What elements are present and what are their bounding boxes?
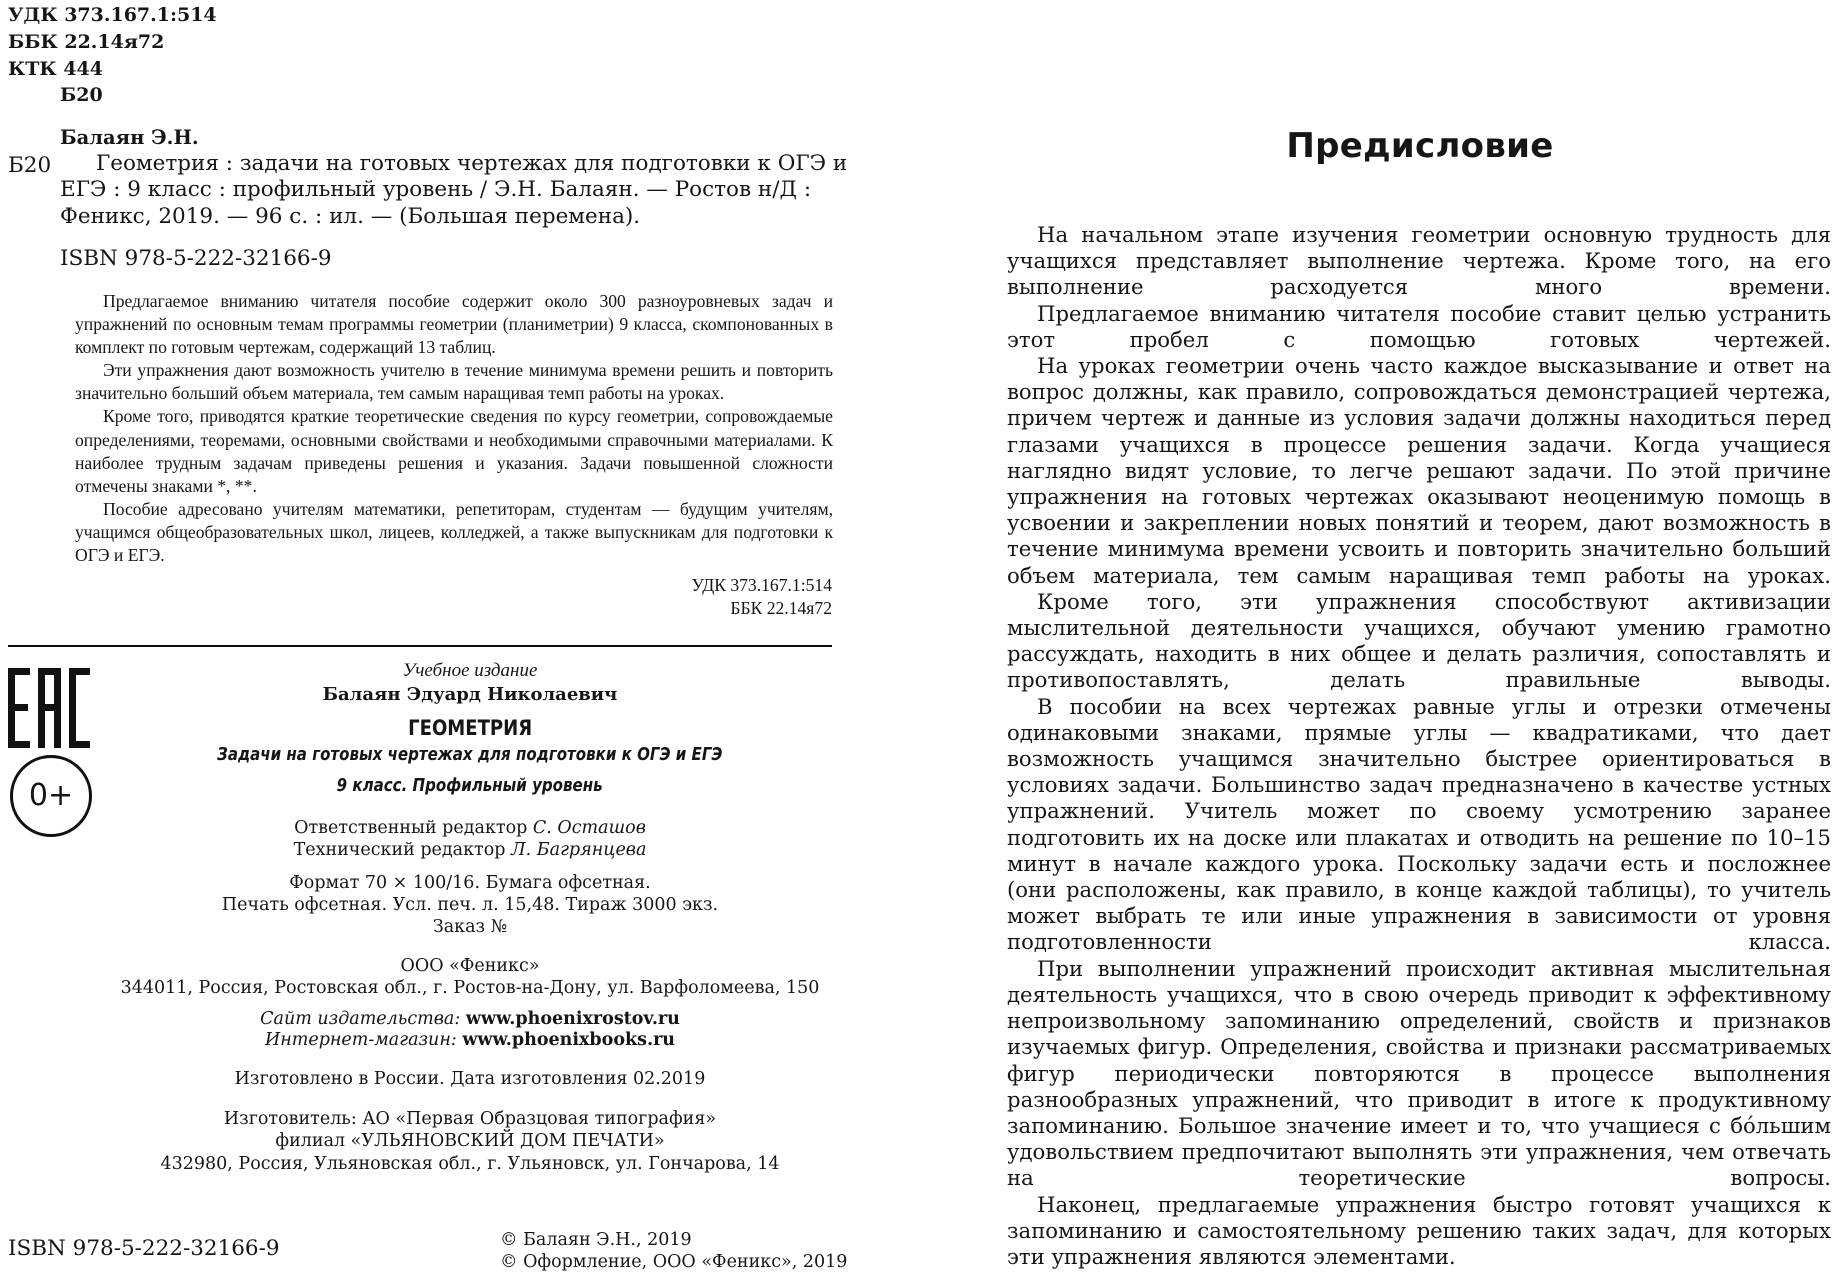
publisher-shop-line [100,1029,840,1051]
manufacturer-address: 432980, Россия, Ульяновская обл., г. Ульяновск, ул. Гончарова, 14 [160,1154,780,1174]
book-subtitle: Задачи на готовых чертежах для подготовки к ОГЭ и ЕГЭ [217,745,723,765]
shop-label: Интернет-магазин: [264,1030,457,1050]
editor-line [100,817,840,839]
footer-isbn: ISBN 978-5-222-32166-9 [8,1236,280,1261]
book-title: ГЕОМЕТРИЯ [407,716,533,740]
bib-line-2: ЕГЭ : 9 класс : профильный уровень / Э.Н. Балаян. — Ростов н/Д : [60,177,812,202]
preface-paragraph: В пособии на всех чертежах равные углы и отрезки отмечены одинаковыми знаками, прямые углы — квадратиками, что дает возможность учащимся значительно быстрее ориентироваться в условиях задачи. Большинство задач предназначено в качестве устных упражнений. Учитель может по своему усмотрению заранее подготовить их на доске или плакатах и отводить на решение по 10–15 минут в начале каждого урока. Поскольку задачи есть и посложнее (они расположены, как правило, в конце каждой таблицы), то учитель может выбрать те или иные упражнения в зависимости от уровня подготовленности класса. [1007,693,1831,955]
preface-paragraph: На уроках геометрии очень часто каждое высказывание и ответ на вопрос должны, как правило, сопровождаться демонстрацией чертежа, причем чертеж и данные из условия задачи должны находиться перед глазами учащихся в процессе решения задачи. Когда учащиеся наглядно видят условие, то легче решают задачи. По этой причине упражнения на готовых чертежах оказывают неоценимую помощь в усвоении и закреплении новых понятий и теорем, дают возможность в течение минимума времени усвоить и повторить значительно больший объем материала, тем самым наращивая темп работы на уроках. [1007,353,1831,588]
manufacturer-branch: филиал «УЛЬЯНОВСКИЙ ДОМ ПЕЧАТИ» [275,1131,665,1151]
publisher-site-line [100,1008,840,1030]
print-line: Печать офсетная. Усл. печ. л. 15,48. Тираж 3000 экз. [221,895,719,915]
page-title: Предисловие [1286,126,1554,166]
grade-level: 9 класс. Профильный уровень [336,776,603,796]
preface-paragraph: Предлагаемое вниманию читателя пособие ставит целью устранить этот пробел с помощью готовых чертежей. [1007,300,1831,352]
abstract-paragraph: Пособие адресовано учителям математики, репетиторам, студентам — будущим учителям, учащимся общеобразовательных школ, лицеев, колледжей, а также выпускникам для подготовки к ОГЭ и ЕГЭ. [75,498,833,566]
tech-editor-line [100,839,840,861]
bib-line-3: Феникс, 2019. — 96 с. : ил. — (Большая перемена). [60,204,641,229]
editor-label: Ответственный редактор [294,818,528,838]
preface-text [1007,222,1831,1270]
eac-mark-icon [8,668,90,748]
preface-paragraph: На начальном этапе изучения геометрии основную трудность для учащихся представляет выполнение чертежа. Кроме того, на его выполнение расходуется много времени. [1007,222,1831,300]
site-label: Сайт издательства: [260,1009,461,1029]
publisher-address: 344011, Россия, Ростовская обл., г. Ростов-на-Дону, ул. Варфоломеева, 150 [120,978,820,998]
preface-paragraph: При выполнении упражнений происходит активная мыслительная деятельность учащихся, что в свою очередь приводит к эффективному непроизвольному запоминанию определений, свойств и признаков изучаемых фигур. Определения, свойства и признаки рассматриваемых фигур периодически повторяются в процессе выполнения разнообразных упражнений, что приводит в итоге к продуктивному запоминанию. Большое значение имеет и то, что учащиеся с бо́льшим удовольствием предпочитают выполнять эти упражнения, чем отвечать на теоретические вопросы. [1007,955,1831,1191]
manufacture-date: Изготовлено в России. Дата изготовления 02.2019 [234,1069,706,1089]
isbn: ISBN 978-5-222-32166-9 [60,246,332,271]
publisher: ООО «Феникс» [400,956,540,976]
editor-name: С. Осташов [532,818,646,838]
shop-link[interactable]: www.phoenixbooks.ru [462,1030,676,1050]
copyright-design: © Оформление, ООО «Феникс», 2019 [500,1252,848,1272]
abstract-bbk: ББК 22.14я72 [730,598,832,618]
bib-line-1: Геометрия : задачи на готовых чертежах для подготовки к ОГЭ и [96,151,848,176]
copyright-author: © Балаян Э.Н., 2019 [500,1230,692,1250]
manufacturer: Изготовитель: АО «Первая Образцовая типография» [223,1109,717,1129]
site-link[interactable]: www.phoenixrostov.ru [465,1009,680,1029]
format-line: Формат 70 × 100/16. Бумага офсетная. [289,873,651,893]
tech-editor-label: Технический редактор [293,840,506,860]
abstract [75,290,833,567]
age-rating-badge: 0+ [10,755,92,837]
divider-line [8,645,832,647]
abstract-paragraph: Эти упражнения дают возможность учителю в течение минимума времени решить и повторить значительно больший объем материала, тем самым наращивая темп работы на уроках. [75,360,833,404]
author-sign-code: Б20 [60,84,103,106]
tech-editor-name: Л. Багрянцева [511,840,647,860]
preface-paragraph: Наконец, предлагаемые упражнения быстро готовят учащихся к запоминанию и самостоятельному решению таких задач, для которых эти упражнения являются элементами. [1007,1191,1831,1269]
udc-code: УДК 373.167.1:514 [8,4,217,26]
order-line: Заказ № [432,917,508,937]
author-heading: Балаян Э.Н. [60,126,199,149]
author-full-name: Балаян Эдуард Николаевич [322,684,618,705]
abstract-udc: УДК 373.167.1:514 [691,575,832,595]
abstract-paragraph: Кроме того, приводятся краткие теоретические сведения по курсу геометрии, сопровождаемые определениями, теоремами, основными свойствами и необходимыми справочными материалами. К наиболее трудным задачам приведены решения и указания. Задачи повышенной сложности отмечены знаками *, **. [75,406,833,496]
preface-paragraph: Кроме того, эти упражнения способствуют активизации мыслительной деятельности учащихся, обучают умению грамотно рассуждать, находить в них общее и делать различия, сопоставлять и противопоставлять, делать правильные выводы. [1007,588,1831,693]
bbk-code: ББК 22.14я72 [8,31,165,53]
edition-type: Учебное издание [402,660,538,681]
ktk-code: КТК 444 [8,58,103,80]
abstract-paragraph: Предлагаемое вниманию читателя пособие содержит около 300 разноуровневых задач и упражнений по основным темам программы геометрии (планиметрии) 9 класса, скомпонованных в комплект по готовым чертежам, содержащий 13 таблиц. [75,291,833,358]
call-mark: Б20 [8,153,52,178]
